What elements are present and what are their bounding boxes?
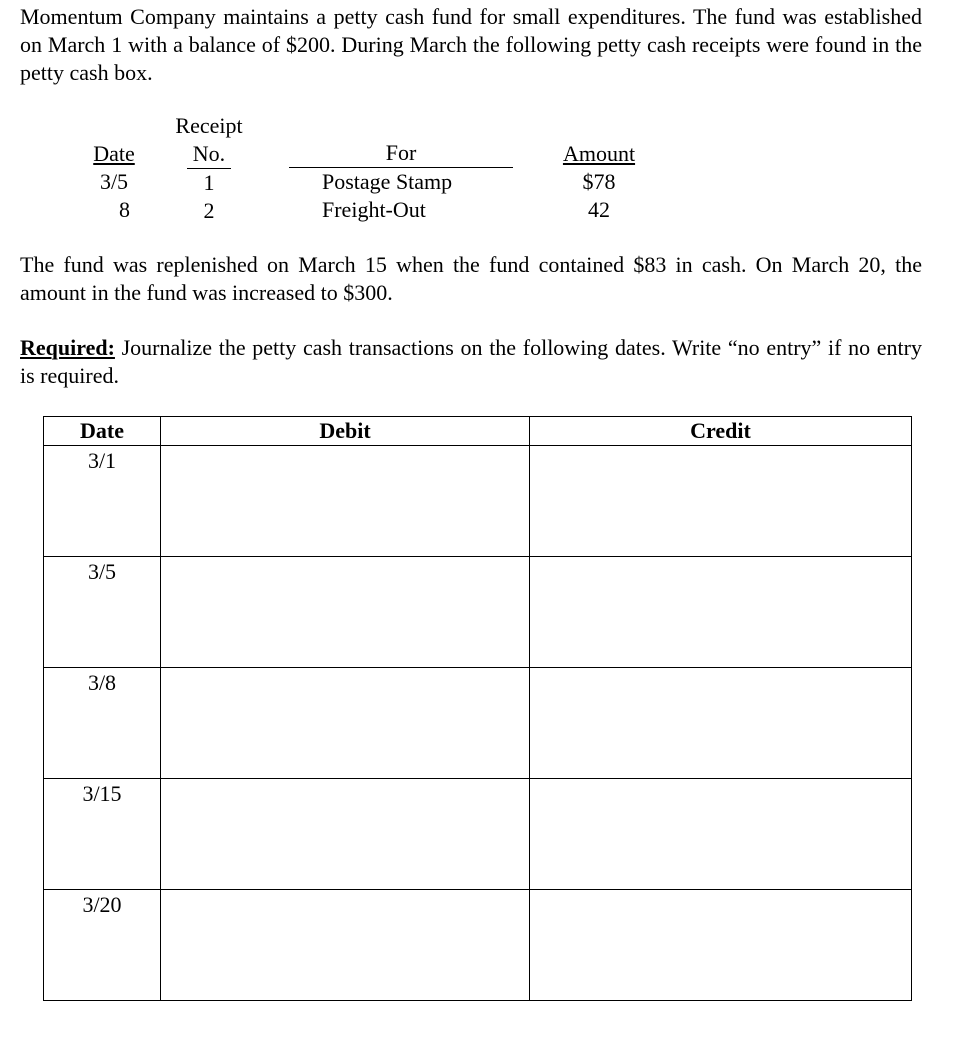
- journal-debit-cell[interactable]: [161, 557, 530, 668]
- journal-table: [43, 416, 912, 1001]
- journal-row: [44, 446, 912, 557]
- journal-date-cell: [44, 446, 161, 557]
- journal-date-cell: [44, 557, 161, 668]
- receipts-table: [0, 112, 961, 232]
- receipt-number-cell: 1: [203, 170, 215, 195]
- journal-date-text: 3/1: [87, 448, 117, 473]
- journal-date-text: 3/8: [87, 670, 117, 695]
- receipt-number-column: [168, 112, 250, 225]
- journal-credit-cell[interactable]: [530, 779, 912, 890]
- intro-paragraph: Momentum Company maintains a petty cash fund for small expenditures. The fund was established on March 1 with a balance of $200. During March the following petty cash receipts were found in the petty cash box.: [20, 4, 922, 85]
- journal-date-cell: [44, 779, 161, 890]
- journal-credit-cell[interactable]: [530, 668, 912, 779]
- receipt-amount-cell: 42: [588, 197, 610, 222]
- required-paragraph: [20, 334, 922, 390]
- journal-credit-header: Credit: [530, 417, 912, 446]
- receipt-date-cell: 8: [119, 197, 130, 222]
- receipt-date-header: Date: [93, 141, 135, 166]
- journal-debit-cell[interactable]: [161, 446, 530, 557]
- journal-date-text: 3/5: [87, 559, 117, 584]
- journal-date-text: 3/15: [82, 781, 122, 806]
- journal-credit-cell[interactable]: [530, 890, 912, 1001]
- journal-debit-cell[interactable]: [161, 890, 530, 1001]
- journal-debit-header: Debit: [161, 417, 530, 446]
- journal-header-row: [44, 417, 912, 446]
- journal-date-text: 3/20: [82, 892, 122, 917]
- journal-row: [44, 668, 912, 779]
- receipt-date-cell: 3/5: [99, 169, 129, 194]
- journal-row: [44, 557, 912, 668]
- receipt-number-cell: 2: [203, 198, 215, 223]
- journal-date-cell: [44, 890, 161, 1001]
- journal-row: [44, 890, 912, 1001]
- receipt-for-column: [289, 140, 513, 224]
- receipt-number-header-line2: No.: [187, 141, 231, 169]
- receipt-number-header-line1: Receipt: [175, 113, 243, 138]
- journal-debit-cell[interactable]: [161, 668, 530, 779]
- journal-credit-cell[interactable]: [530, 557, 912, 668]
- receipt-amount-cell: $78: [582, 169, 616, 194]
- receipt-for-header: For: [289, 140, 513, 168]
- journal-credit-cell[interactable]: [530, 446, 912, 557]
- receipt-for-cell: Postage Stamp: [322, 169, 453, 194]
- journal-date-cell: [44, 668, 161, 779]
- journal-date-header: Date: [44, 417, 161, 446]
- receipt-amount-header: Amount: [562, 141, 636, 166]
- receipt-amount-column: [555, 140, 643, 224]
- receipt-date-column: [88, 140, 140, 224]
- journal-row: [44, 779, 912, 890]
- required-label: Required:: [20, 335, 115, 360]
- receipt-for-cell: Freight-Out: [322, 197, 426, 222]
- journal-debit-cell[interactable]: [161, 779, 530, 890]
- replenish-paragraph: The fund was replenished on March 15 when the fund contained $83 in cash. On March 20, the amount in the fund was increased to $300.: [20, 252, 922, 305]
- required-text: Journalize the petty cash transactions on the following dates. Write “no entry” if no entry is required.: [20, 335, 922, 388]
